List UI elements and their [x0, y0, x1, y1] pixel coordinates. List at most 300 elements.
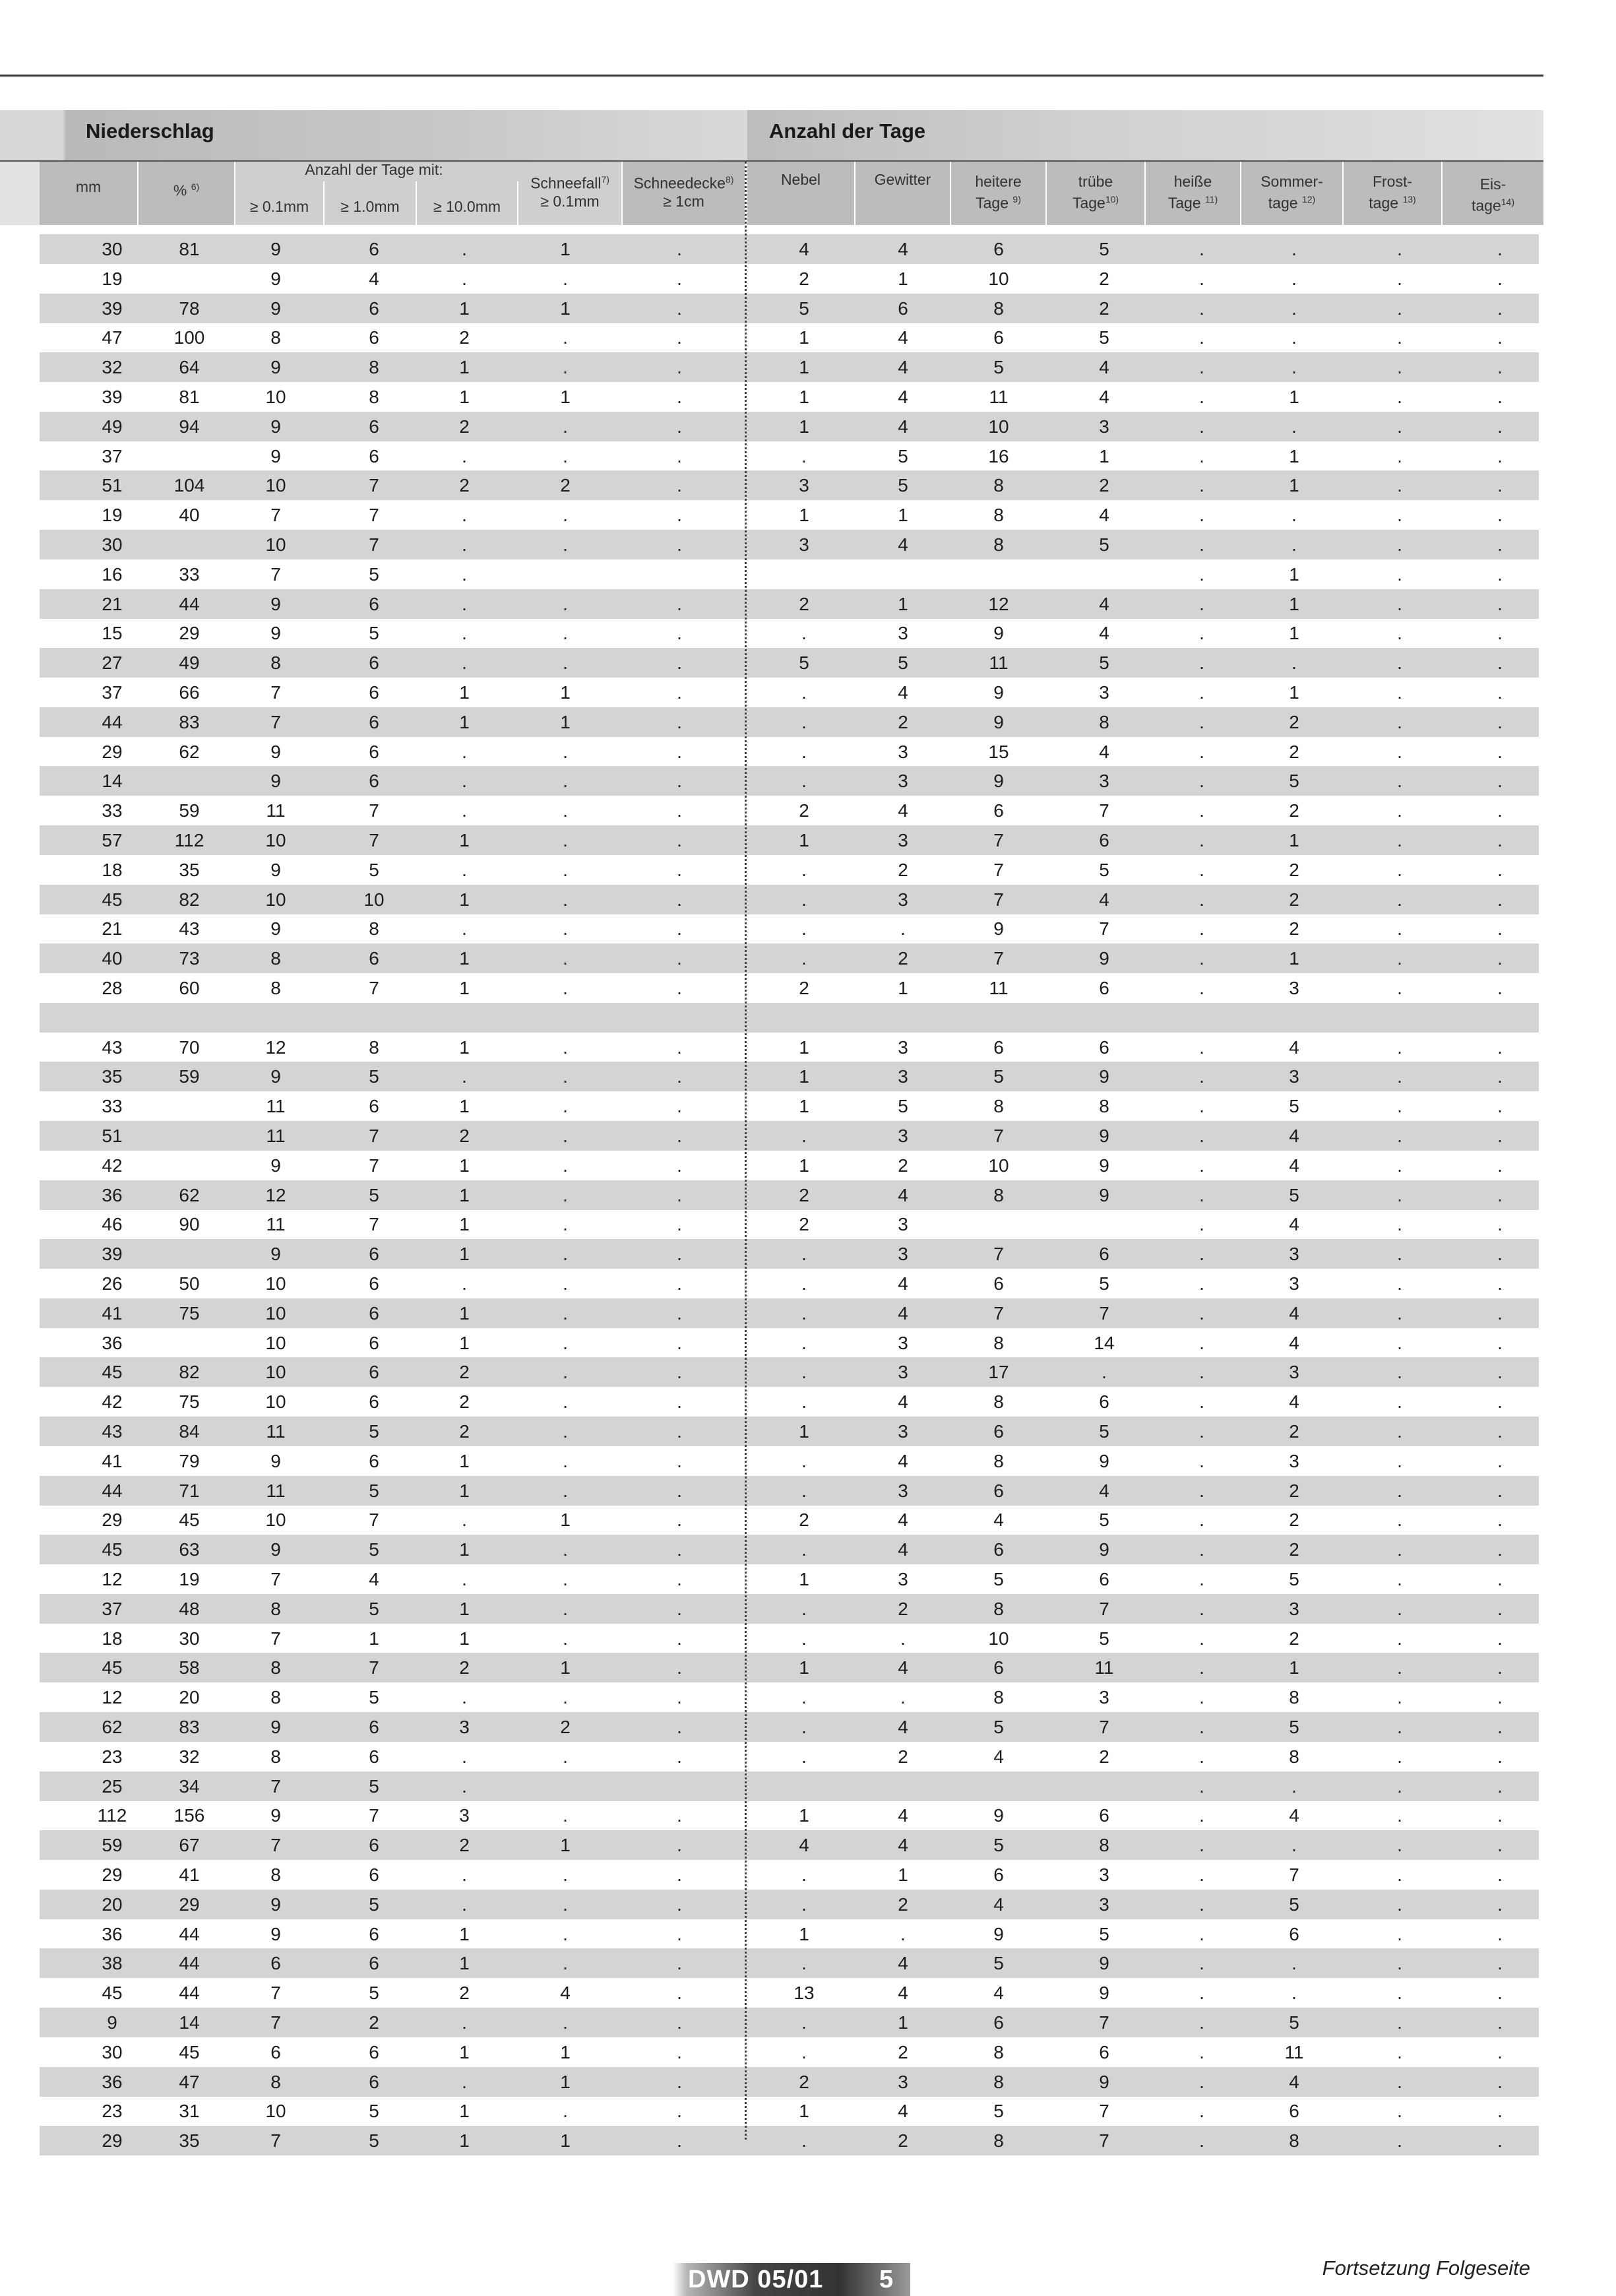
cell-nebel: . [801, 1332, 807, 1353]
cell-frost: . [1397, 771, 1402, 792]
cell-heitere: 5 [993, 1953, 1004, 1974]
cell-pct: 104 [173, 475, 205, 496]
cell-truebe: 9 [1099, 1539, 1109, 1560]
cell-truebe: 5 [1099, 239, 1109, 259]
table-row [40, 943, 1539, 973]
cell-tage-100: . [462, 1273, 467, 1294]
cell-tage-100: 2 [459, 416, 470, 437]
cell-sommer: 1 [1289, 830, 1299, 850]
cell-heitere: 4 [993, 1983, 1004, 2004]
cell-gewitter: 4 [898, 1953, 908, 1974]
cell-mm: 33 [102, 800, 123, 821]
cell-frost: . [1397, 563, 1402, 585]
cell-pct: 75 [179, 1302, 200, 1323]
cell-mm: 29 [102, 2130, 123, 2152]
cell-truebe: 11 [1094, 1657, 1114, 1678]
cell-mm: 45 [102, 1362, 123, 1383]
cell-frost: . [1397, 741, 1402, 762]
cell-truebe: 7 [1099, 1302, 1109, 1323]
cell-gewitter: 4 [898, 1510, 908, 1531]
cell-tage-100: 1 [459, 889, 470, 910]
cell-eis: . [1497, 2071, 1503, 2092]
cell-frost: . [1397, 1036, 1402, 1058]
cell-nebel: 1 [799, 1421, 809, 1442]
col-header-pct: % $^{6)}$ [173, 181, 200, 199]
cell-heitere: 6 [993, 1865, 1004, 1885]
cell-eis: . [1497, 1775, 1503, 1797]
cell-tage-100: . [462, 1510, 467, 1531]
cell-mm: 25 [102, 1775, 123, 1797]
cell-tage-100: 2 [459, 1126, 470, 1146]
table-row [40, 1682, 1539, 1712]
cell-tage-01: 11 [266, 1214, 286, 1235]
cell-heitere: 8 [993, 2130, 1004, 2152]
cell-pct: 84 [179, 1421, 200, 1442]
cell-frost: . [1397, 1835, 1402, 1856]
cell-tage-01: 9 [270, 859, 281, 880]
cell-frost: . [1397, 653, 1402, 674]
cell-tage-10: 5 [369, 1066, 379, 1087]
cell-pct: 44 [179, 1923, 200, 1944]
cell-sommer: . [1291, 1953, 1297, 1974]
cell-tage-100: . [462, 1066, 467, 1087]
cell-tage-01: 12 [265, 1184, 286, 1205]
cell-frost: . [1397, 1775, 1402, 1797]
table-row [40, 914, 1539, 943]
cell-truebe: 9 [1099, 1983, 1109, 2004]
cell-schneedecke: . [677, 2071, 682, 2092]
col-header-gewitter: Gewitter [874, 171, 931, 188]
cell-nebel: 2 [799, 1184, 809, 1205]
cell-tage-01: 7 [270, 2012, 281, 2033]
cell-pct [156, 530, 222, 559]
cell-mm: 40 [102, 948, 123, 969]
cell-nebel: . [801, 1302, 807, 1323]
col-header-sommer: Sommer- tage $^{12)}$ [1260, 173, 1323, 212]
cell-schneedecke: . [677, 1391, 682, 1413]
cell-frost: . [1397, 416, 1402, 437]
cell-gewitter: 4 [898, 1805, 908, 1826]
cell-sommer: 1 [1289, 475, 1299, 496]
cell-tage-01: 7 [270, 1569, 281, 1589]
cell-schneefall: . [563, 741, 568, 762]
cell-tage-100: . [462, 505, 467, 526]
cell-gewitter: 4 [898, 357, 908, 378]
cell-pct: 50 [179, 1273, 200, 1294]
cell-frost: . [1397, 1598, 1402, 1619]
cell-heisse: . [1199, 1391, 1204, 1413]
cell-schneedecke: . [677, 771, 682, 792]
cell-nebel: 1 [799, 1805, 809, 1826]
cell-pct: 20 [179, 1687, 200, 1708]
cell-tage-10: 5 [369, 1539, 379, 1560]
cell-nebel: 1 [799, 830, 809, 850]
cell-tage-100: 1 [459, 1953, 470, 1974]
cell-truebe: 6 [1099, 978, 1109, 998]
cell-heitere: 7 [993, 830, 1004, 850]
table-row [40, 1564, 1539, 1594]
cell-heitere: 6 [993, 800, 1004, 821]
cell-gewitter: 3 [898, 623, 908, 644]
cell-nebel: 1 [799, 1155, 809, 1176]
cell-heisse: . [1199, 653, 1204, 674]
cell-mm: 57 [102, 830, 123, 850]
cell-truebe: 7 [1099, 1717, 1109, 1737]
cell-eis: . [1497, 1066, 1503, 1087]
cell-schneedecke: . [677, 475, 682, 496]
cell-eis: . [1497, 2041, 1503, 2062]
cell-tage-10: 5 [369, 1775, 379, 1797]
cell-schneedecke: . [677, 505, 682, 526]
cell-heisse: . [1199, 1717, 1204, 1737]
cell-frost: . [1397, 800, 1402, 821]
cell-gewitter: . [900, 1923, 906, 1944]
cell-truebe: 6 [1099, 1244, 1109, 1265]
cell-eis: . [1497, 1510, 1503, 1531]
cell-schneedecke: . [677, 2041, 682, 2062]
cell-schneefall: . [563, 653, 568, 674]
cell-tage-01: 11 [266, 1421, 286, 1442]
cell-eis: . [1497, 2101, 1503, 2122]
cell-heitere: 10 [988, 268, 1009, 289]
cell-eis: . [1497, 1450, 1503, 1471]
cell-eis: . [1497, 1717, 1503, 1737]
cell-tage-01: 9 [270, 1717, 281, 1737]
cell-tage-100: 1 [459, 1155, 470, 1176]
cell-pct: 45 [179, 2041, 200, 2062]
cell-nebel: . [801, 918, 807, 940]
cell-mm: 59 [102, 1835, 123, 1856]
table-row [40, 1387, 1539, 1417]
table-row [40, 323, 1539, 352]
cell-mm: 46 [102, 1214, 123, 1235]
cell-heitere: 9 [993, 711, 1004, 732]
cell-sommer: . [1291, 505, 1297, 526]
cell-tage-01: 9 [270, 1894, 281, 1915]
cell-schneedecke: . [677, 978, 682, 998]
cell-schneefall: . [563, 1214, 568, 1235]
cell-gewitter: 5 [898, 475, 908, 496]
cell-tage-01: 10 [265, 1510, 286, 1531]
cell-tage-100: 1 [459, 1244, 470, 1265]
cell-sommer: . [1291, 239, 1297, 259]
cell-tage-100: 2 [459, 1657, 470, 1678]
cell-schneedecke: . [677, 1628, 682, 1649]
cell-tage-10: 5 [369, 1421, 379, 1442]
cell-truebe: 8 [1099, 1096, 1109, 1117]
cell-tage-10: 7 [369, 1805, 379, 1826]
cell-truebe: 9 [1099, 1184, 1109, 1205]
cell-sommer: 5 [1289, 1717, 1299, 1737]
cell-schneefall: 1 [560, 711, 571, 732]
cell-schneefall: . [563, 1953, 568, 1974]
cell-tage-100: 1 [459, 1628, 470, 1649]
cell-pct: 29 [179, 1894, 200, 1915]
cell-mm: 49 [102, 416, 123, 437]
cell-schneefall: . [563, 1184, 568, 1205]
cell-heitere: 11 [989, 387, 1009, 407]
cell-schneedecke: . [677, 1332, 682, 1353]
cell-tage-10: 6 [369, 1302, 379, 1323]
cell-tage-01: 9 [270, 357, 281, 378]
cell-truebe: 5 [1099, 327, 1109, 348]
cell-nebel: 2 [799, 2071, 809, 2092]
cell-tage-100: 2 [459, 1835, 470, 1856]
cell-schneedecke: . [677, 416, 682, 437]
cell-eis: . [1497, 1036, 1503, 1058]
cell-schneedecke: . [677, 859, 682, 880]
cell-truebe [1071, 1003, 1137, 1033]
cell-schneedecke: . [677, 1362, 682, 1383]
cell-tage-01: 9 [270, 1066, 281, 1087]
cell-pct: 34 [179, 1775, 200, 1797]
cell-schneedecke: . [677, 1096, 682, 1117]
cell-heisse: . [1199, 357, 1204, 378]
cell-sommer: . [1291, 357, 1297, 378]
table-row [40, 1446, 1539, 1476]
cell-tage-10: 5 [369, 1480, 379, 1501]
cell-eis: . [1497, 1539, 1503, 1560]
cell-sommer [1261, 1003, 1327, 1033]
cell-tage-01: 10 [265, 387, 286, 407]
cell-heisse: . [1199, 711, 1204, 732]
cell-nebel: 1 [799, 416, 809, 437]
col-header-schneefall: Schneefall$^{7)}$ ≥ 0.1mm [530, 174, 609, 210]
cell-eis: . [1497, 1983, 1503, 2004]
cell-nebel: . [801, 1362, 807, 1383]
cell-nebel: 2 [799, 593, 809, 614]
cell-schneedecke: . [677, 534, 682, 555]
cell-tage-01: 7 [270, 505, 281, 526]
cell-schneedecke: . [677, 298, 682, 319]
cell-schneefall: . [563, 1480, 568, 1501]
cell-schneedecke: . [677, 2012, 682, 2033]
cell-nebel: . [801, 1687, 807, 1708]
cell-truebe: 4 [1099, 357, 1109, 378]
cell-pct: 30 [179, 1628, 200, 1649]
cell-sommer: 2 [1289, 741, 1299, 762]
col-header-eis: Eis- tage$^{14)}$ [1472, 175, 1514, 214]
cell-frost: . [1397, 2041, 1402, 2062]
cell-mm: 12 [102, 1687, 123, 1708]
cell-truebe: 6 [1099, 830, 1109, 850]
cell-schneefall: . [563, 1391, 568, 1413]
cell-nebel: . [801, 948, 807, 969]
cell-eis: . [1497, 475, 1503, 496]
cell-mm: 42 [102, 1155, 123, 1176]
cell-tage-10 [341, 1003, 407, 1033]
cell-heisse: . [1199, 918, 1204, 940]
cell-heisse: . [1199, 978, 1204, 998]
cell-schneedecke: . [677, 830, 682, 850]
cell-heitere: 9 [993, 1923, 1004, 1944]
cell-eis: . [1497, 1362, 1503, 1383]
cell-mm: 41 [102, 1302, 123, 1323]
cell-eis: . [1497, 859, 1503, 880]
cell-tage-01: 7 [270, 1775, 281, 1797]
cell-schneefall: . [563, 1539, 568, 1560]
cell-nebel: . [801, 1273, 807, 1294]
cell-tage-01: 12 [265, 1036, 286, 1058]
cell-schneefall: . [563, 1569, 568, 1589]
cell-nebel: 2 [799, 1214, 809, 1235]
cell-pct: 35 [179, 859, 200, 880]
cell-frost: . [1397, 268, 1402, 289]
cell-heisse: . [1199, 741, 1204, 762]
cell-mm: 38 [102, 1953, 123, 1974]
cell-pct: 81 [179, 387, 200, 407]
cell-heitere: 9 [993, 623, 1004, 644]
cell-frost: . [1397, 1244, 1402, 1265]
cell-tage-01: 11 [266, 1480, 286, 1501]
cell-frost: . [1397, 1983, 1402, 2004]
cell-heitere: 10 [988, 1628, 1009, 1649]
cell-nebel: 1 [799, 327, 809, 348]
cell-heitere: 6 [993, 239, 1004, 259]
cell-frost: . [1397, 1126, 1402, 1146]
cell-eis: . [1497, 682, 1503, 703]
cell-mm: 28 [102, 978, 123, 998]
cell-gewitter: 4 [898, 1391, 908, 1413]
cell-heisse: . [1199, 1983, 1204, 2004]
cell-gewitter: 3 [898, 1066, 908, 1087]
table-row [40, 1209, 1539, 1239]
cell-heitere: 5 [993, 1835, 1004, 1856]
cell-schneefall: . [563, 1598, 568, 1619]
cell-mm: 19 [102, 505, 123, 526]
cell-truebe: 5 [1099, 1510, 1109, 1531]
cell-schneedecke: . [677, 1894, 682, 1915]
cell-tage-100: 1 [459, 2041, 470, 2062]
cell-frost: . [1397, 1923, 1402, 1944]
cell-gewitter: 3 [898, 741, 908, 762]
cell-heisse: . [1199, 1569, 1204, 1589]
cell-mm: 45 [102, 1539, 123, 1560]
cell-tage-100: . [462, 445, 467, 466]
cell-sommer: 3 [1289, 1273, 1299, 1294]
cell-mm: 36 [102, 2071, 123, 2092]
cell-truebe: 5 [1099, 1273, 1109, 1294]
cell-tage-10: 6 [369, 771, 379, 792]
cell-eis: . [1497, 1302, 1503, 1323]
cell-nebel: . [801, 1126, 807, 1146]
table-row [40, 678, 1539, 707]
table-row [40, 855, 1539, 885]
cell-eis: . [1497, 505, 1503, 526]
cell-mm: 39 [102, 298, 123, 319]
cell-gewitter: 4 [898, 2101, 908, 2122]
cell-tage-01: 7 [270, 1628, 281, 1649]
cell-schneefall: . [563, 505, 568, 526]
cell-tage-01: 10 [265, 475, 286, 496]
cell-tage-100: 2 [459, 1421, 470, 1442]
cell-truebe: 5 [1099, 859, 1109, 880]
cell-heitere: 6 [993, 327, 1004, 348]
cell-tage-100: 1 [459, 1450, 470, 1471]
cell-nebel: 3 [799, 534, 809, 555]
cell-tage-01: 8 [270, 1598, 281, 1619]
cell-eis: . [1497, 1421, 1503, 1442]
cell-heisse: . [1199, 239, 1204, 259]
cell-heisse: . [1199, 1865, 1204, 1885]
cell-mm [79, 1003, 145, 1033]
cell-sommer: . [1291, 1835, 1297, 1856]
cell-sommer: 2 [1289, 859, 1299, 880]
cell-frost: . [1397, 2130, 1402, 2152]
cell-nebel: 1 [799, 357, 809, 378]
cell-schneedecke: . [677, 1421, 682, 1442]
cell-tage-100: . [462, 239, 467, 259]
cell-tage-100: 2 [459, 1391, 470, 1413]
cell-tage-01: 10 [265, 534, 286, 555]
cell-tage-100: 1 [459, 978, 470, 998]
cell-heitere: 8 [993, 1391, 1004, 1413]
table-row [40, 1298, 1539, 1328]
cell-pct [156, 1328, 222, 1358]
cell-eis: . [1497, 771, 1503, 792]
cell-schneedecke: . [677, 327, 682, 348]
cell-truebe: 9 [1099, 1066, 1109, 1087]
cell-frost: . [1397, 1096, 1402, 1117]
cell-mm: 112 [97, 1805, 127, 1826]
cell-heisse: . [1199, 1746, 1204, 1767]
cell-pct: 35 [179, 2130, 200, 2152]
table-row [40, 1417, 1539, 1446]
cell-gewitter: 1 [898, 593, 908, 614]
cell-heisse: . [1199, 2130, 1204, 2152]
cell-nebel: 1 [799, 1657, 809, 1678]
cell-pct [156, 1003, 222, 1033]
cell-truebe: 4 [1099, 505, 1109, 526]
cell-pct: 60 [179, 978, 200, 998]
table-row [40, 1033, 1539, 1062]
cell-tage-100: . [462, 1775, 467, 1797]
cell-mm: 44 [102, 1480, 123, 1501]
cell-schneefall: . [563, 1066, 568, 1087]
cell-mm: 39 [102, 1244, 123, 1265]
cell-truebe: 3 [1099, 682, 1109, 703]
cell-heisse: . [1199, 1510, 1204, 1531]
cell-pct: 70 [179, 1036, 200, 1058]
cell-schneefall: . [563, 1865, 568, 1885]
cell-frost: . [1397, 682, 1402, 703]
cell-schneefall: . [563, 978, 568, 998]
cell-gewitter: 1 [898, 505, 908, 526]
cell-tage-01: 8 [270, 2071, 281, 2092]
cell-eis: . [1497, 268, 1503, 289]
cell-truebe: 4 [1099, 387, 1109, 407]
cell-tage-10: 6 [369, 653, 379, 674]
cell-gewitter: 4 [898, 1657, 908, 1678]
cell-sommer: 1 [1289, 387, 1299, 407]
col-header-heisse: heiße Tage $^{11)}$ [1167, 173, 1218, 212]
cell-heisse: . [1199, 1421, 1204, 1442]
cell-tage-01: 9 [270, 268, 281, 289]
cell-tage-100: 1 [459, 1480, 470, 1501]
cell-gewitter: . [900, 1687, 906, 1708]
cell-frost: . [1397, 1717, 1402, 1737]
cell-heitere: 8 [993, 505, 1004, 526]
cell-tage-10: 7 [369, 1657, 379, 1678]
cell-tage-01 [243, 1003, 309, 1033]
cell-gewitter: 4 [898, 534, 908, 555]
cell-heitere: 9 [993, 771, 1004, 792]
cell-pct: 73 [179, 948, 200, 969]
cell-sommer: 5 [1289, 1096, 1299, 1117]
cell-pct: 32 [179, 1746, 200, 1767]
cell-gewitter: 3 [898, 1332, 908, 1353]
cell-schneefall: . [563, 445, 568, 466]
